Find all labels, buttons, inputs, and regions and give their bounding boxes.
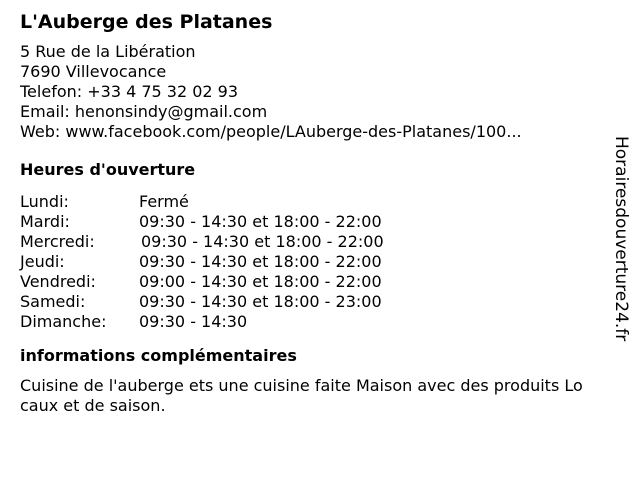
day-label: Mercredi:: [20, 232, 95, 251]
email-address: Email: henonsindy@gmail.com: [20, 102, 268, 121]
day-label: Lundi:: [20, 192, 69, 211]
business-card: [20, 10, 600, 416]
address-city: 7690 Villevocance: [20, 62, 167, 81]
watermark: [608, 136, 634, 372]
time-value: 09:30 - 14:30 et 18:00 - 22:00: [139, 212, 382, 231]
time-value: 09:30 - 14:30: [139, 312, 248, 331]
info-title: informations complémentaires: [20, 346, 297, 365]
time-value: 09:30 - 14:30 et 18:00 - 22:00: [141, 232, 384, 251]
business-name: L'Auberge des Platanes: [20, 11, 273, 33]
hours-row-sunday: [20, 312, 600, 332]
hours-row-thursday: [20, 252, 600, 272]
website-link[interactable]: Web: www.facebook.com/people/LAuberge-des-Platanes/100...: [20, 122, 522, 141]
day-label: Dimanche:: [20, 312, 107, 331]
time-value: Fermé: [139, 192, 189, 211]
hours-table: [20, 192, 600, 332]
time-value: 09:00 - 14:30 et 18:00 - 22:00: [139, 272, 382, 291]
hours-row-wednesday: [20, 232, 600, 252]
hours-row-tuesday: [20, 212, 600, 232]
contact-block: [20, 42, 600, 142]
day-label: Vendredi:: [20, 272, 96, 291]
day-label: Samedi:: [20, 292, 86, 311]
time-value: 09:30 - 14:30 et 18:00 - 22:00: [139, 252, 382, 271]
info-description: Cuisine de l'auberge ets une cuisine faite Maison avec des produits Locaux et de saison.: [20, 376, 583, 415]
hours-row-friday: [20, 272, 600, 292]
day-label: Mardi:: [20, 212, 70, 231]
time-value: 09:30 - 14:30 et 18:00 - 23:00: [139, 292, 382, 311]
day-label: Jeudi:: [20, 252, 65, 271]
hours-title: Heures d'ouverture: [20, 160, 196, 179]
address-street: 5 Rue de la Libération: [20, 42, 196, 61]
phone-number: Telefon: +33 4 75 32 02 93: [20, 82, 239, 101]
hours-row-saturday: [20, 292, 600, 312]
watermark-text: Horairesdouverture24.fr: [611, 136, 631, 342]
hours-row-monday: [20, 192, 600, 212]
